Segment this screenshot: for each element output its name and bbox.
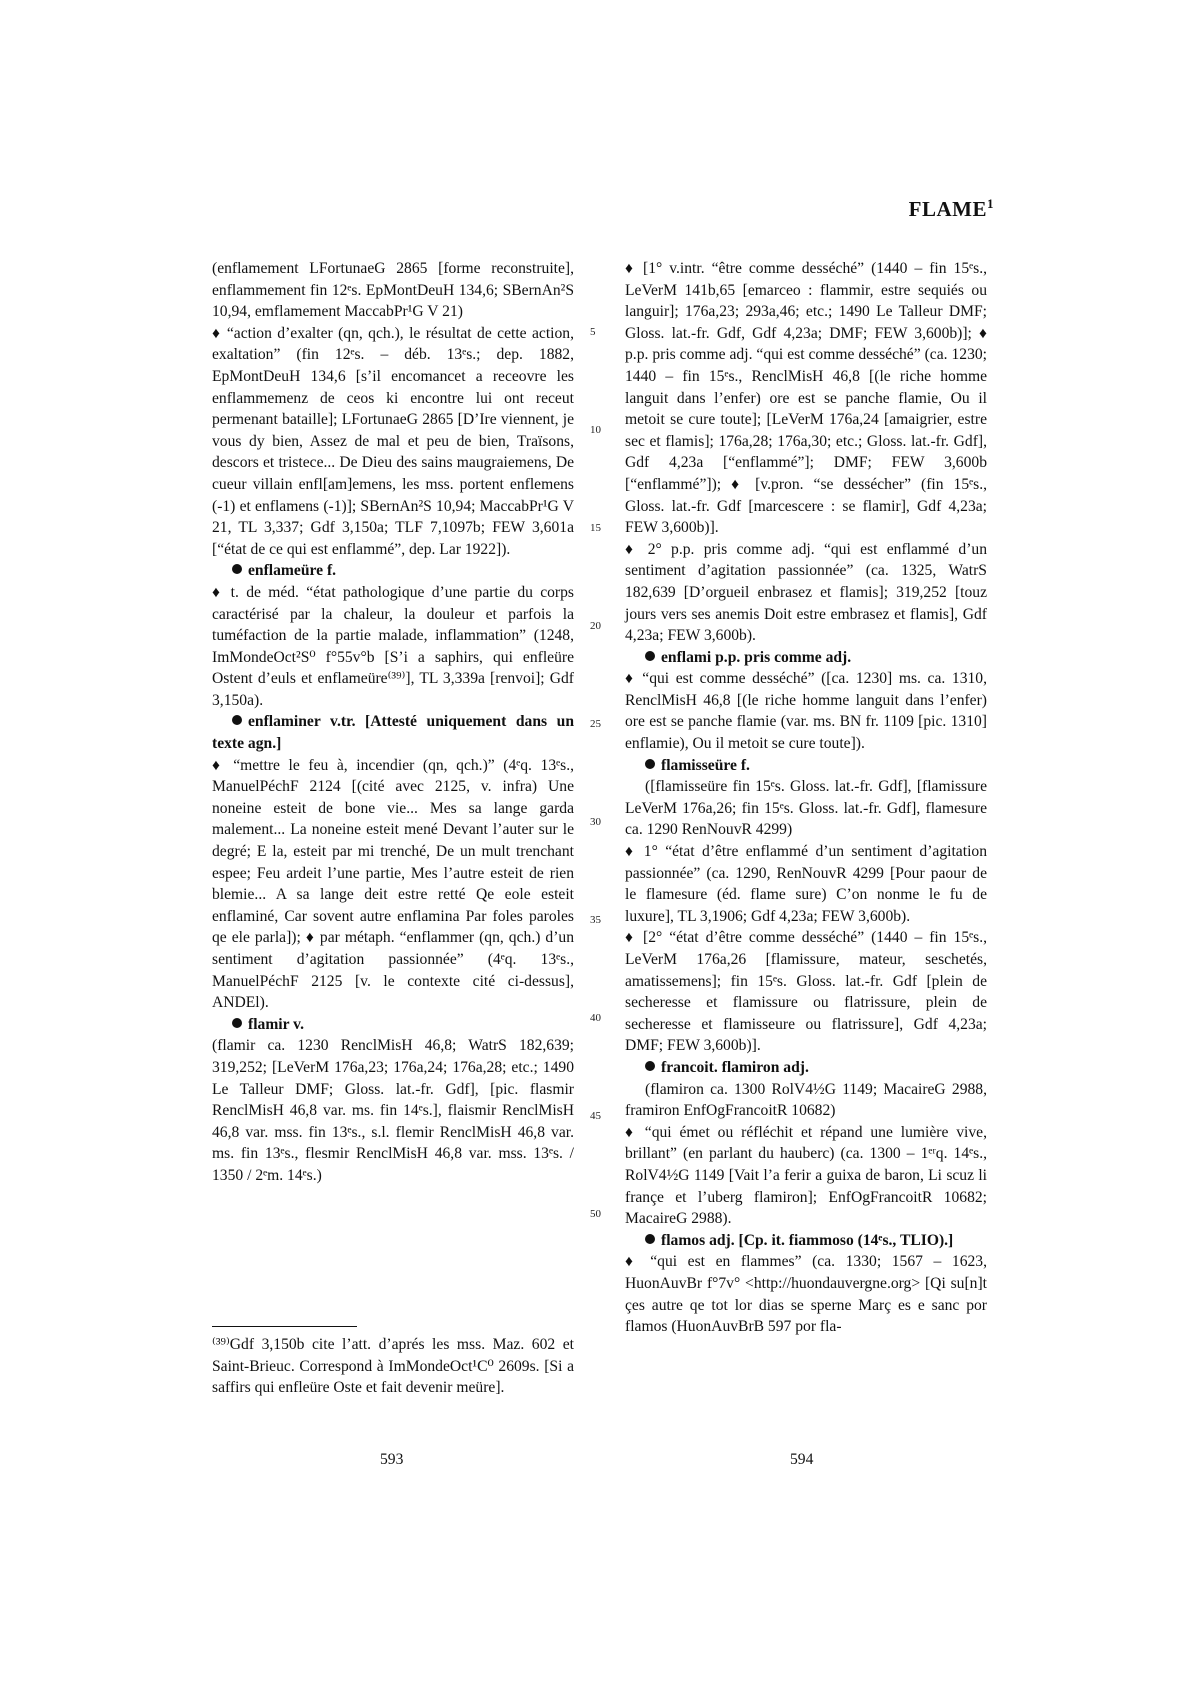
entry-paragraph: ♦ “action d’exalter (qn, qch.), le résultat de cette action, exaltation” (fin 12ᵉs. – déb. 13ᵉs.; dep. 1882, EpMontDeuH 134,6 [s’il encomancet a receovre les enflammemenz de ceos ki encontre lui ont receut permenant bataille]; LFortunaeG 2865 [D’Ire viennent, je vous dy bien, Assez de mal et peu de bien, Traïsons, descors et tristece... De Dieu des sains maugraiemens, De cueur villain enfl[am]emens, les mss. portent enflemens (-1) et enflamens (-1)]; SBernAn²S 10,94; MaccabPr¹G V 21, TL 3,337; Gdf 3,150a; TLF 7,1097b; FEW 3,601a [“état de ce qui est enflammé”, dep. Lar 1922]). [212,324,574,558]
line-number: 5 [590,326,596,338]
bullet-icon [645,1234,655,1244]
bullet-icon [645,759,655,769]
line-number: 10 [590,424,601,436]
footnote: ⁽³⁹⁾Gdf 3,150b cite l’att. d’aprés les mss. Maz. 602 et Saint-Brieuc. Correspond à ImMondeOct¹C⁰ 2609s. [Si a saffirs qui enfleüre Oste et fait devenir meüre]. [212,1336,574,1397]
line-number: 25 [590,718,601,730]
headword-line [625,1230,987,1252]
entry-paragraph: ♦ “mettre le feu à, incendier (qn, qch.)” (4ᵉq. 13ᵉs., ManuelPéchF 2124 [(cité avec 2125, v. infra) Une noneine esteit de bone vie... Mes sa lange garda malement... La noneine esteit mené Devant l’auter sur le degré; E la, esteit par mi trenché, De un mult trenchant espee; Feu ardeit l’une partie, Mes l’autre esteit de rien blemie... A sa lange deit estre retté Qe eole esteit enflaminé, Car sovent autre enflamina Par foles paroles qe ele parla]); ♦ par métaph. “enflammer (qn, qch.) d’un sentiment d’agitation passionnée” (4ᵉq. 13ᵉs., ManuelPéchF 2125 [v. le contexte cité ci-dessus], ANDEl). [212,756,574,1012]
bullet-icon [232,715,242,725]
headword: flamos adj. [Cp. it. fiammoso (14ᵉs., TLIO).] [661,1231,954,1249]
page-number-left: 593 [380,1451,404,1468]
headword-line [212,1014,574,1036]
left-column [212,258,574,1187]
line-number: 20 [590,620,601,632]
headword-line [212,711,574,754]
headword: flamisseüre f. [661,756,750,774]
line-number: 40 [590,1012,601,1024]
page-number-right: 594 [790,1451,814,1468]
entry-paragraph: (enflamement LFortunaeG 2865 [forme reconstruite], enflammement fin 12ᵉs. EpMontDeuH 134,6; SBernAn²S 10,94, emflamement MaccabPr¹G V 21) [212,260,574,321]
line-number: 30 [590,816,601,828]
headword: enflameüre f. [248,562,337,580]
entry-paragraph: ♦ [1° v.intr. “être comme desséché” (1440 – fin 15ᵉs., LeVerM 141b,65 [emarceo : flammir, estre sequiés ou languir]; 176a,23; 293a,46; etc.; 1490 Le Talleur DMF; Gloss. lat.-fr. Gdf, Gdf 4,23a; DMF; FEW 3,600b)]; ♦ p.p. pris comme adj. “qui est comme desséché” (ca. 1230; 1440 – fin 15ᵉs., RenclMisH 46,8 [(le riche homme languit dans l’enfer) ore est se panche flamie, Ou il metoit se cure toute]; [LeVerM 176a,24 [amaigrier, estre sec et flamis]; 176a,28; 176a,30; etc.; Gloss. lat.-fr. Gdf], Gdf 4,23a [“enflammé”]; DMF; FEW 3,600b [“enflammé”]); ♦ [v.pron. “se dessécher” (fin 15ᵉs., Gloss. lat.-fr. Gdf [marcescere : se flamir], Gdf 4,23a; FEW 3,600b)]. [625,260,987,537]
bullet-icon [232,1018,242,1028]
entry-paragraph: ♦ [2° “état d’être comme desséché” (1440 – fin 15ᵉs., LeVerM 176a,26 [flamissure, mateur, seschetés, amatissemens]; fin 15ᵉs. Gloss. lat.-fr. Gdf [plein de secheresse et flamissure ou flatrissure, plein de secheresse et flamisseure ou flatrissure], Gdf 4,23a; DMF; FEW 3,600b)]. [625,929,987,1055]
entry-paragraph: ♦ 2° p.p. pris comme adj. “qui est enflammé d’un sentiment d’agitation passionnée” (ca. 1325, WatrS 182,639 [D’orgueil enbrasez et flamis]; 319,252 [touz jours vers ses anemis Doit estre embrasez et flamis], Gdf 4,23a; FEW 3,600b). [625,540,987,645]
headword: enflaminer v.tr. [Attesté uniquement dans un texte agn.] [212,713,574,753]
header-word: FLAME [908,197,987,221]
running-header [909,196,994,222]
line-number: 15 [590,522,601,534]
bullet-icon [645,1061,655,1071]
entry-paragraph: (flamiron ca. 1300 RolV4½G 1149; MacaireG 2988, framiron EnfOgFrancoitR 10682) [625,1080,987,1120]
footnote-divider [212,1326,357,1327]
line-number: 50 [590,1208,601,1220]
bullet-icon [232,564,242,574]
bullet-icon [645,651,655,661]
headword-line [625,647,987,669]
line-number: 35 [590,914,601,926]
entry-paragraph: (flamir ca. 1230 RenclMisH 46,8; WatrS 182,639; 319,252; [LeVerM 176a,23; 176a,24; 176a,28; etc.; 1490 Le Talleur DMF; Gloss. lat.-fr. Gdf], [pic. flasmir RenclMisH 46,8 var. ms. fin 14ᵉs.], flaismir RenclMisH 46,8 var. mss. fin 13ᵉs., s.l. flemir RenclMisH 46,8 var. ms. fin 13ᵉs., flesmir RenclMisH 46,8 var. mss. 13ᵉs. / 1350 / 2ᵉm. 14ᵉs.) [212,1037,574,1184]
entry-paragraph: ♦ “qui est comme desséché” ([ca. 1230] ms. ca. 1310, RenclMisH 46,8 [(le riche homme languit dans l’enfer) ore est se panche flamie (var. ms. BN fr. 1109 [pic. 1310] enflamie), Ou il metoit se cure toute]). [625,670,987,753]
entry-paragraph: ♦ t. de méd. “état pathologique d’une partie du corps caractérisé par la chaleur, la douleur et parfois la tuméfaction de la partie malade, inflammation” (1248, ImMondeOct²S⁰ f°55v°b [S’i a saphirs, qui enfleüre Ostent d’euls et enflameüre⁽³⁹⁾], TL 3,339a [renvoi]; Gdf 3,150a). [212,583,574,709]
entry-paragraph: ♦ 1° “état d’être enflammé d’un sentiment d’agitation passionnée” (ca. 1290, RenNouvR 4299 [Pour paour de le flamesure (éd. flame sure) C’on nonme le fu de luxure], TL 3,1906; Gdf 4,23a; FEW 3,600b). [625,843,987,925]
line-number: 45 [590,1110,601,1122]
entry-paragraph: ([flamisseüre fin 15ᵉs. Gloss. lat.-fr. Gdf], [flamissure LeVerM 176a,26; fin 15ᵉs. Gloss. lat.-fr. Gdf], flamesure ca. 1290 RenNouvR 4299) [625,778,987,839]
headword: enflami p.p. pris comme adj. [661,648,852,666]
right-column [625,258,987,1338]
header-homonym-number: 1 [987,196,994,211]
entry-paragraph: ♦ “qui émet ou réfléchit et répand une lumière vive, brillant” (en parlant du hauberc) (ca. 1300 – 1ᵉʳq. 14ᵉs., RolV4½G 1149 [Vait l’a ferir a guixa de baron, Li scuz li françe et l’uberg flamiron]; EnfOgFrancoitR 10682; MacaireG 2988). [625,1123,987,1228]
headword-line [625,755,987,777]
entry-paragraph: ♦ “qui est en flammes” (ca. 1330; 1567 – 1623, HuonAuvBr f°7v° <http://huondauvergne.org> [Qi su[n]t çes autre qe tot lor dias se sperne Març es e sanc por flamos (HuonAuvBrB 597 por fla- [625,1253,987,1336]
headword: flamir v. [248,1015,305,1033]
headword-line [212,560,574,582]
headword: francoit. flamiron adj. [661,1058,809,1076]
headword-line [625,1057,987,1079]
